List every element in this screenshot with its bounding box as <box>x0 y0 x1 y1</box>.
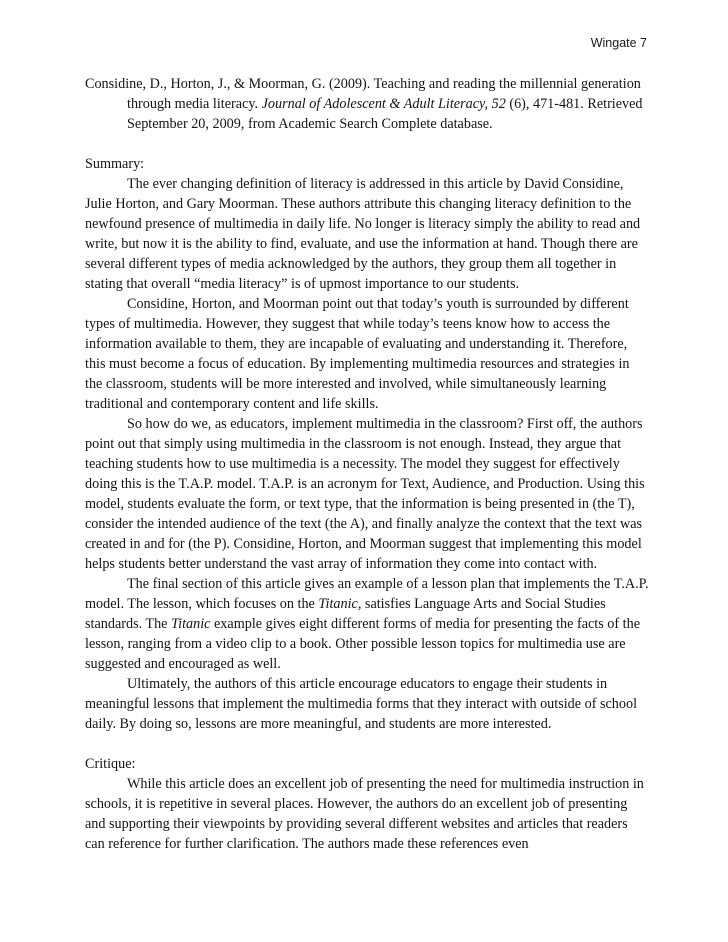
citation-details: (6), 471-481. Retrieved September 20, 2009, from Academic Search Complete database. <box>127 96 643 132</box>
running-head: Wingate 7 <box>590 36 647 50</box>
citation-authors: Considine, D., Horton, J., & Moorman, G. (2009). Teaching and reading the millennial generation through media literacy. <box>85 76 641 112</box>
p4-text-a: The final section of this article gives an example of a lesson plan that implements the T.A.P. model. The lesson, which focuses on the <box>85 576 649 612</box>
spacer <box>85 734 650 754</box>
summary-paragraph-5: Ultimately, the authors of this article encourage educators to engage their students in meaningful lessons that implement the multimedia forms that they interact with outside of school daily. By doing so, lessons are more meaningful, and students are more interested. <box>85 676 638 732</box>
p4-text-b: , satisfies Language Arts and Social Studies standards. The <box>85 596 606 632</box>
p4-text-c: example gives eight different forms of media for presenting the facts of the lesson, ranging from a video clip to a book. Other possible lesson topics for multimedia use are suggested and encouraged as well. <box>85 616 641 672</box>
summary-heading: Summary: <box>85 156 145 172</box>
summary-paragraph-3: So how do we, as educators, implement multimedia in the classroom? First off, the authors point out that simply using multimedia in the classroom is not enough. Instead, they argue that teaching students how to use multimedia is a necessity. The model they suggest for effectively doing this is the T.A.P. model. T.A.P. is an acronym for Text, Audience, and Production. Using this model, students evaluate the form, or text type, that the information is being presented in (the T), consider the intended audience of the text (the A), and finally analyze the context that the text was created in and for (the P). Considine, Horton, and Moorman suggest that implementing this model helps students better understand the vast array of information they come into contact with. <box>85 416 645 572</box>
critique-paragraph-1: While this article does an excellent job of presenting the need for multimedia instruction in schools, it is repetitive in several places. However, the authors do an excellent job of presenting and supporting their viewpoints by providing several different websites and articles that readers can reference for further clarification. The authors made these references even <box>85 776 644 852</box>
critique-heading: Critique: <box>85 756 136 772</box>
p4-titanic-2: Titanic <box>171 616 211 632</box>
page-body <box>85 74 650 854</box>
spacer <box>85 134 650 154</box>
summary-paragraph-2: Considine, Horton, and Moorman point out that today’s youth is surrounded by different types of multimedia. However, they suggest that while today’s teens know how to access the information available to them, they are incapable of evaluating and understanding it. Therefore, this must become a focus of education. By implementing multimedia resources and strategies in the classroom, students will be more interested and involved, while simultaneously learning traditional and contemporary content and life skills. <box>85 296 630 412</box>
p4-titanic-1: Titanic <box>318 596 358 612</box>
reference-citation <box>85 74 650 134</box>
summary-paragraph-1: The ever changing definition of literacy is addressed in this article by David Considine, Julie Horton, and Gary Moorman. These authors attribute this changing literacy definition to the newfound presence of multimedia in daily life. No longer is literacy simply the ability to read and write, but now it is the ability to find, evaluate, and use the information at hand. Though there are several different types of media acknowledged by the authors, they group them all together in stating that overall “media literacy” is of upmost importance to our students. <box>85 176 641 292</box>
summary-paragraph-4 <box>85 574 650 674</box>
citation-journal: Journal of Adolescent & Adult Literacy, 52 <box>261 96 506 112</box>
